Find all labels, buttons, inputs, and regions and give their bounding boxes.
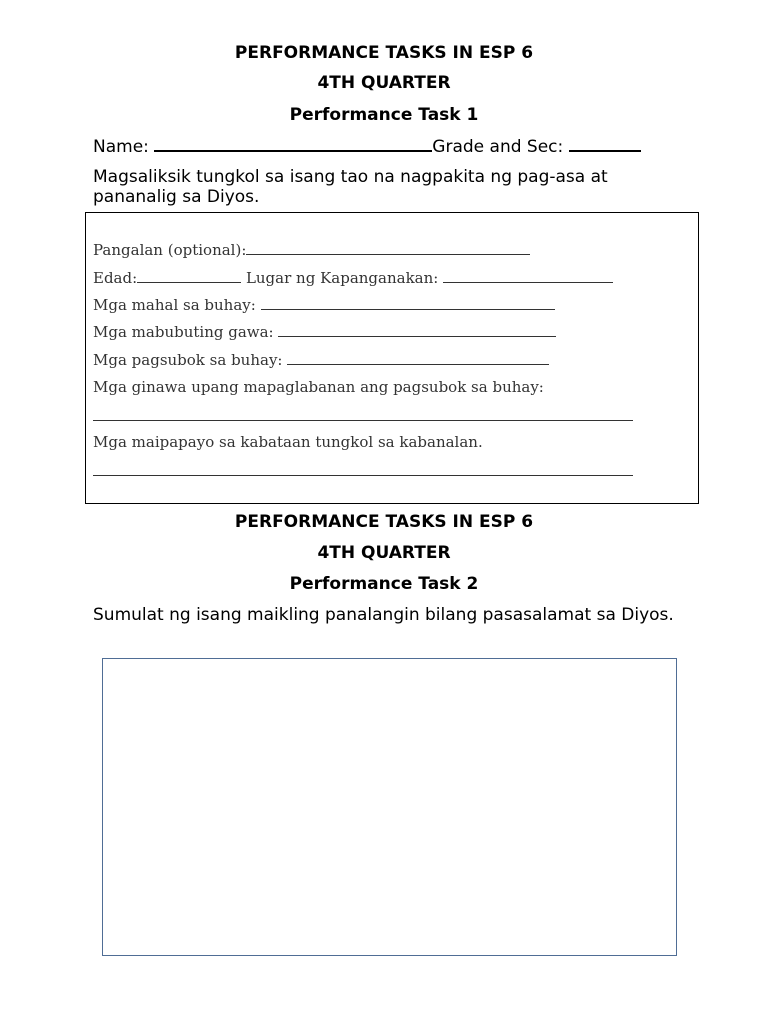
task2-quarter: 4TH QUARTER (317, 543, 451, 563)
ginawa-label: Mga ginawa upang mapaglabanan ang pagsubok sa buhay: (93, 378, 544, 396)
payo-label: Mga maipapayo sa kabataan tungkol sa kabanalan. (93, 433, 483, 451)
lugar-blank[interactable] (443, 270, 613, 283)
name-grade-row (93, 136, 693, 157)
payo-blank[interactable] (93, 475, 633, 476)
gawa-row (93, 323, 556, 341)
pagsubok-row (93, 351, 549, 369)
research-form (85, 212, 699, 504)
edad-label: Edad: (93, 269, 138, 287)
pagsubok-blank[interactable] (287, 352, 549, 365)
lugar-label: Lugar ng Kapanganakan: (245, 269, 439, 287)
edad-blank[interactable] (137, 270, 241, 283)
task2-subtitle: Performance Task 2 (289, 574, 479, 594)
task1-title: PERFORMANCE TASKS IN ESP 6 (234, 43, 534, 63)
task2-title: PERFORMANCE TASKS IN ESP 6 (234, 512, 534, 530)
task1-subtitle: Performance Task 1 (289, 105, 479, 125)
task2-instruction: Sumulat ng isang maikling panalangin bilang pasasalamat sa Diyos. (93, 605, 674, 625)
grade-blank[interactable] (569, 136, 641, 152)
pangalan-row (93, 241, 530, 259)
gawa-label: Mga mabubuting gawa: (93, 323, 274, 341)
edad-row (93, 269, 613, 287)
gawa-blank[interactable] (278, 324, 556, 337)
task2-title-clip (0, 506, 768, 530)
ginawa-row (93, 378, 544, 396)
mahal-row (93, 296, 555, 314)
payo-row (93, 433, 483, 451)
pagsubok-label: Mga pagsubok sa buhay: (93, 351, 283, 369)
mahal-blank[interactable] (261, 297, 555, 310)
grade-label: Grade and Sec: (432, 137, 564, 157)
ginawa-blank[interactable] (93, 420, 633, 421)
task1-instruction: Magsaliksik tungkol sa isang tao na nagpakita ng pag-asa at pananalig sa Diyos. (93, 167, 608, 207)
mahal-label: Mga mahal sa buhay: (93, 296, 256, 314)
name-blank[interactable] (154, 136, 432, 152)
name-label: Name: (93, 137, 149, 157)
pangalan-label: Pangalan (optional): (93, 241, 247, 259)
pangalan-blank[interactable] (246, 242, 530, 255)
task1-quarter: 4TH QUARTER (317, 73, 451, 93)
prayer-answer-box[interactable] (102, 658, 677, 956)
